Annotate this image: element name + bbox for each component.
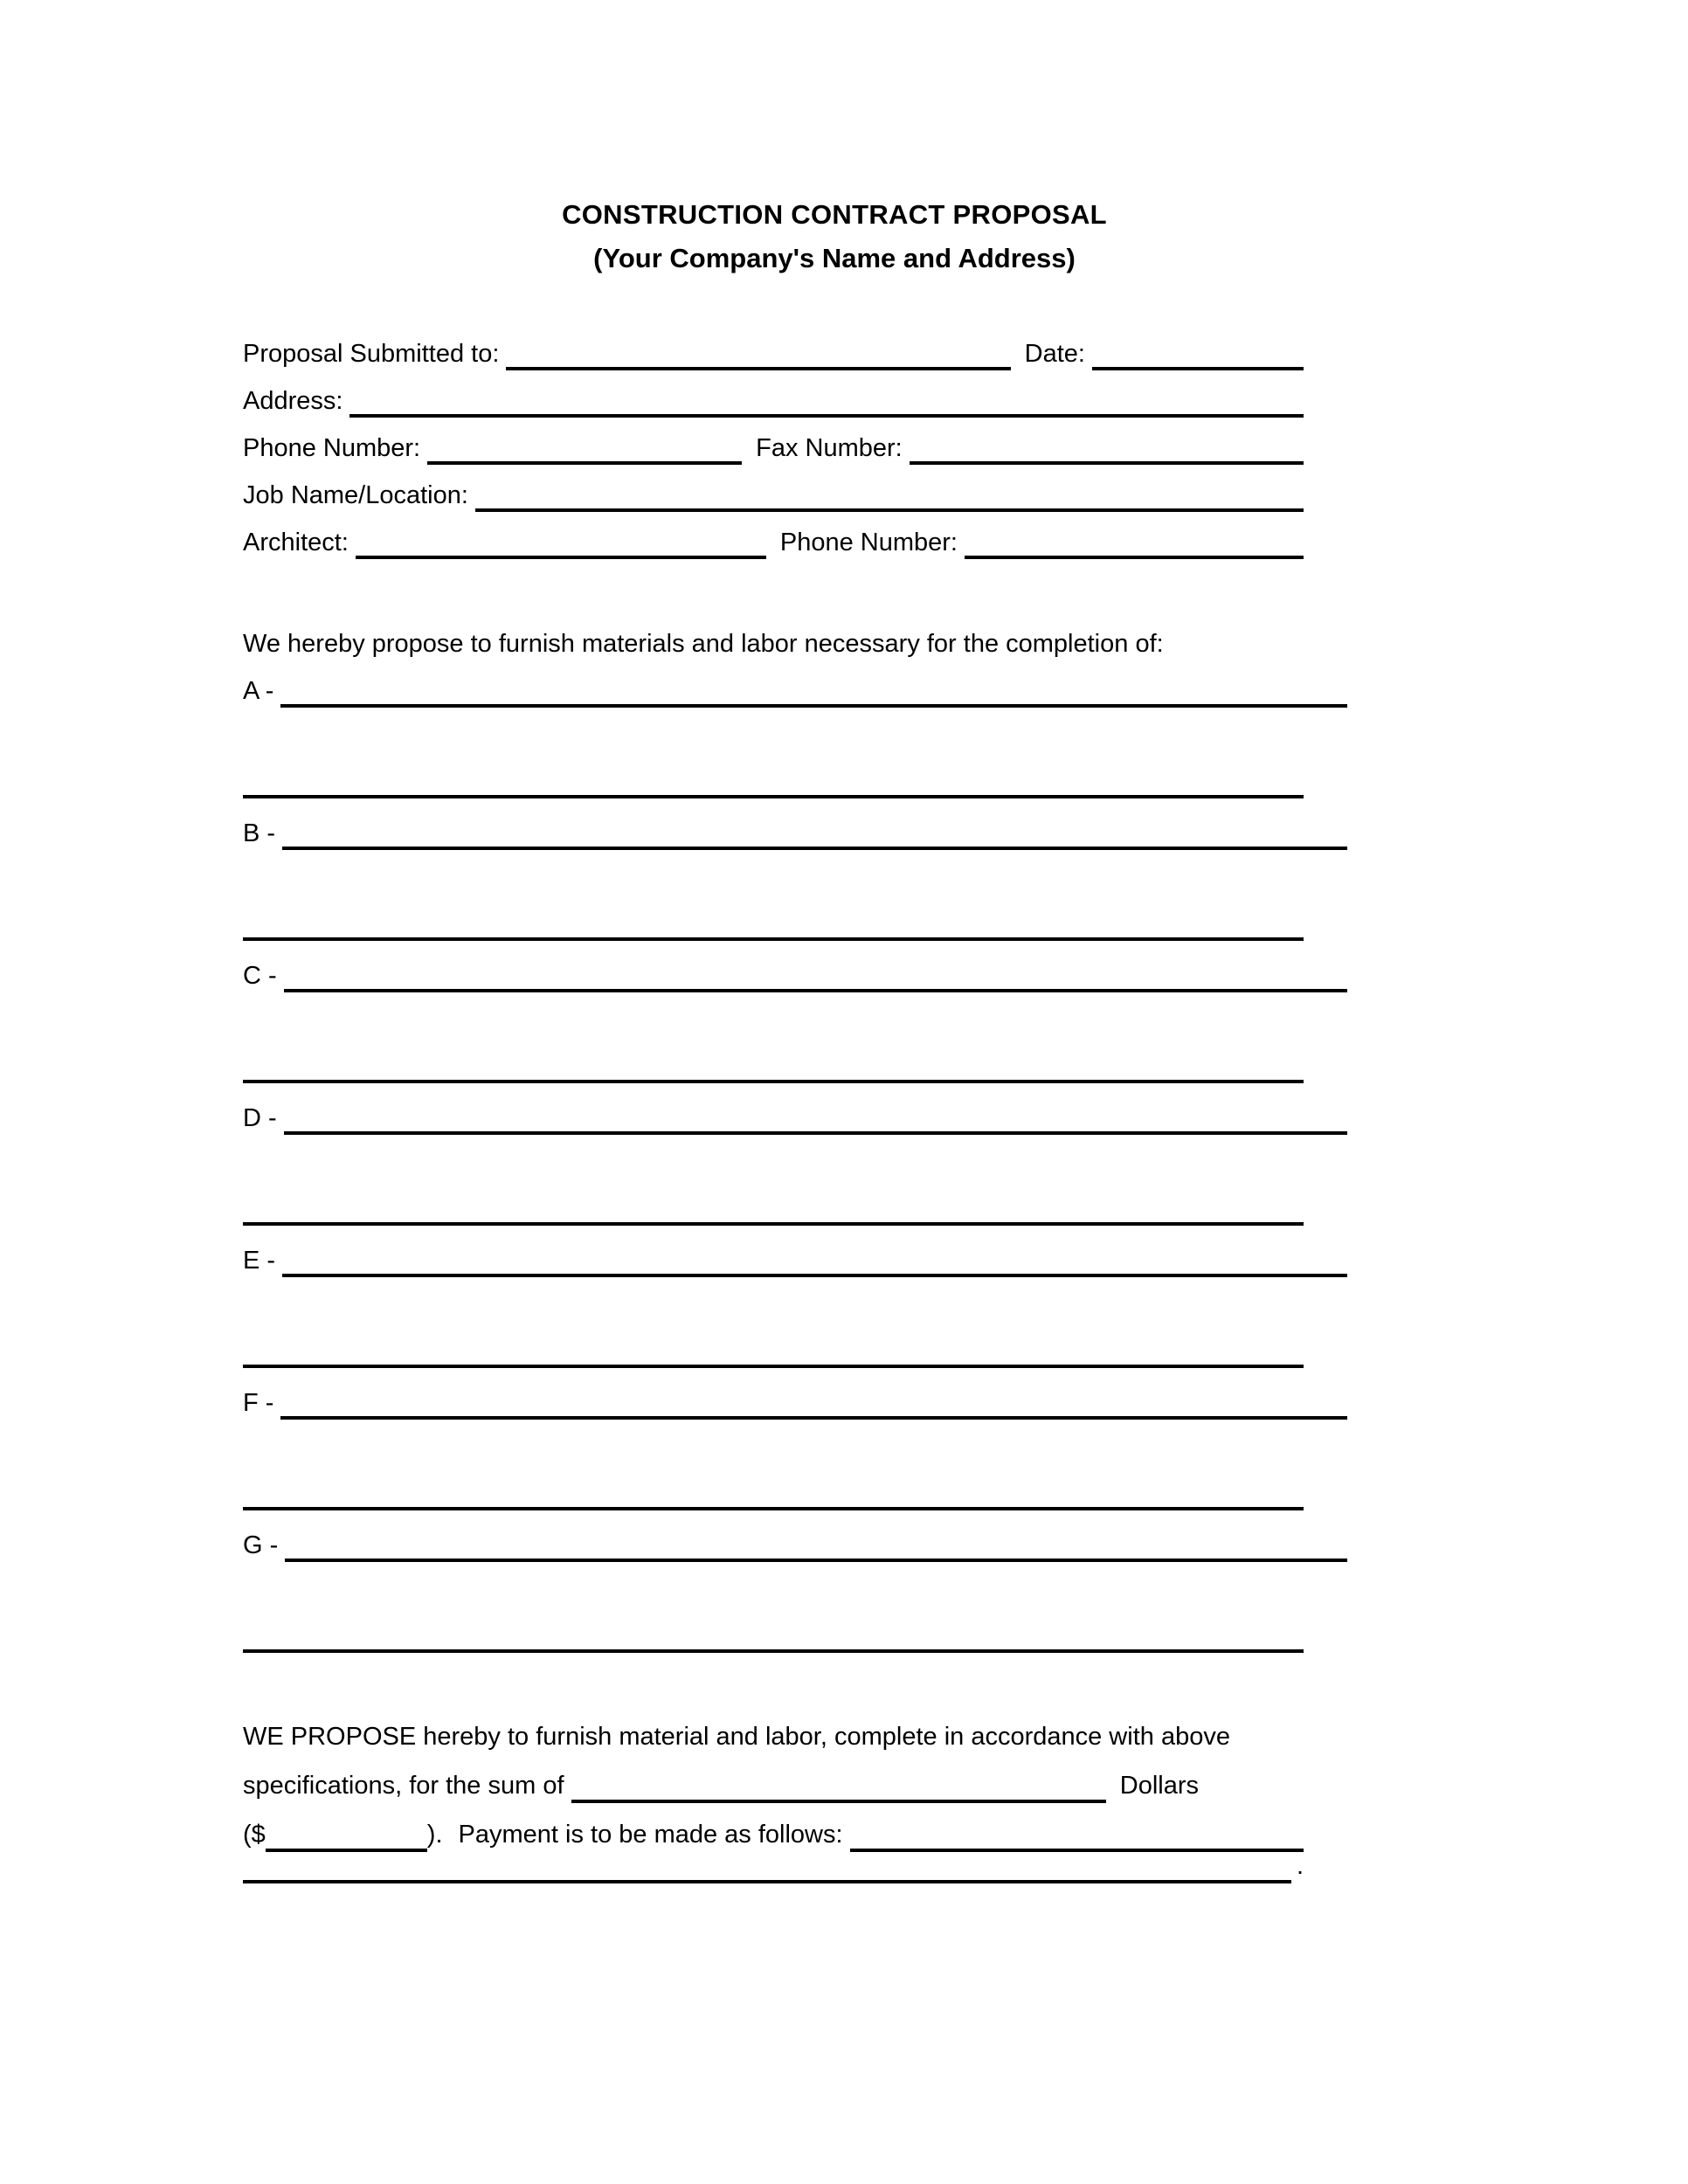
item-g-row [243, 1522, 1304, 1569]
item-e-continuation-line[interactable] [243, 1324, 1304, 1368]
item-b-row [243, 810, 1304, 857]
item-d-row [243, 1095, 1304, 1142]
item-c-letter: C - [243, 962, 277, 990]
item-f-gap [243, 1427, 1304, 1467]
sum-line [243, 1761, 1304, 1810]
job-name-location-field[interactable] [475, 472, 1304, 512]
item-c-gap [243, 999, 1304, 1040]
architect-phone-label: Phone Number: [779, 529, 958, 556]
item-e-gap [243, 1284, 1304, 1324]
job-name-row [243, 472, 1304, 519]
item-e-line[interactable] [282, 1237, 1347, 1277]
item-b-gap [243, 857, 1304, 897]
item-d-continuation-line[interactable] [243, 1182, 1304, 1226]
closing-period: . [1296, 1852, 1304, 1880]
item-c-continuation-line[interactable] [243, 1040, 1304, 1083]
sum-prefix-text: specifications, for the sum of [243, 1772, 564, 1800]
fax-number-label: Fax Number: [756, 434, 903, 462]
item-a-line[interactable] [280, 667, 1347, 708]
intro-text: We hereby propose to furnish materials and labor necessary for the completion of: [243, 630, 1164, 658]
item-f-continuation-line[interactable] [243, 1467, 1304, 1510]
item-c-row [243, 952, 1304, 999]
item-c [243, 952, 1304, 1083]
dollars-label: Dollars [1119, 1772, 1199, 1800]
phone-number-field[interactable] [427, 425, 742, 465]
proposal-paragraph [243, 1712, 1304, 1890]
item-e [243, 1237, 1304, 1368]
paren-close-text: ). [426, 1821, 443, 1849]
title-block [243, 0, 1426, 274]
item-b-line[interactable] [282, 810, 1347, 850]
payment-terms-continuation-field[interactable] [243, 1842, 1291, 1883]
item-g-gap [243, 1569, 1304, 1609]
page-title: CONSTRUCTION CONTRACT PROPOSAL [562, 199, 1107, 230]
item-c-line[interactable] [284, 952, 1347, 992]
item-f [243, 1379, 1304, 1510]
page-subtitle: (Your Company's Name and Address) [593, 243, 1076, 273]
submitted-to-label: Proposal Submitted to: [243, 340, 500, 368]
payment-continuation-line [243, 1842, 1304, 1890]
form-content [243, 330, 1304, 1890]
item-f-row [243, 1379, 1304, 1427]
item-b-continuation-line[interactable] [243, 897, 1304, 941]
architect-row [243, 519, 1304, 566]
item-d-letter: D - [243, 1104, 277, 1132]
sum-amount-field[interactable] [571, 1761, 1106, 1803]
date-field[interactable] [1092, 330, 1304, 370]
we-propose-line [243, 1712, 1304, 1761]
item-b-letter: B - [243, 819, 276, 847]
architect-phone-field[interactable] [965, 519, 1304, 559]
item-d [243, 1095, 1304, 1226]
item-g [243, 1522, 1304, 1653]
fax-number-field[interactable] [910, 425, 1304, 465]
item-g-continuation-line[interactable] [243, 1609, 1304, 1653]
item-a-row [243, 667, 1304, 715]
item-e-row [243, 1237, 1304, 1284]
item-a [243, 667, 1304, 798]
item-a-continuation-line[interactable] [243, 755, 1304, 798]
we-propose-text: WE PROPOSE hereby to furnish material and labor, complete in accordance with above [243, 1723, 1230, 1751]
payment-label: Payment is to be made as follows: [458, 1821, 843, 1849]
phone-fax-row [243, 425, 1304, 472]
job-name-location-label: Job Name/Location: [243, 481, 468, 509]
item-d-gap [243, 1142, 1304, 1182]
architect-field[interactable] [356, 519, 766, 559]
lettered-items [243, 667, 1304, 1653]
item-a-gap [243, 715, 1304, 755]
item-g-line[interactable] [285, 1522, 1347, 1562]
item-e-letter: E - [243, 1247, 276, 1275]
item-a-letter: A - [243, 677, 274, 705]
address-row [243, 377, 1304, 425]
address-label: Address: [243, 387, 343, 415]
architect-label: Architect: [243, 529, 349, 556]
date-label: Date: [1024, 340, 1085, 368]
item-d-line[interactable] [284, 1095, 1347, 1135]
address-field[interactable] [349, 377, 1304, 418]
header-fields [243, 330, 1304, 566]
paren-open-text: ($ [243, 1821, 266, 1849]
item-g-letter: G - [243, 1531, 279, 1559]
item-b [243, 810, 1304, 941]
phone-number-label: Phone Number: [243, 434, 421, 462]
submitted-to-row [243, 330, 1304, 377]
item-f-line[interactable] [280, 1379, 1347, 1420]
item-f-letter: F - [243, 1389, 274, 1417]
proposal-submitted-to-field[interactable] [506, 330, 1010, 370]
